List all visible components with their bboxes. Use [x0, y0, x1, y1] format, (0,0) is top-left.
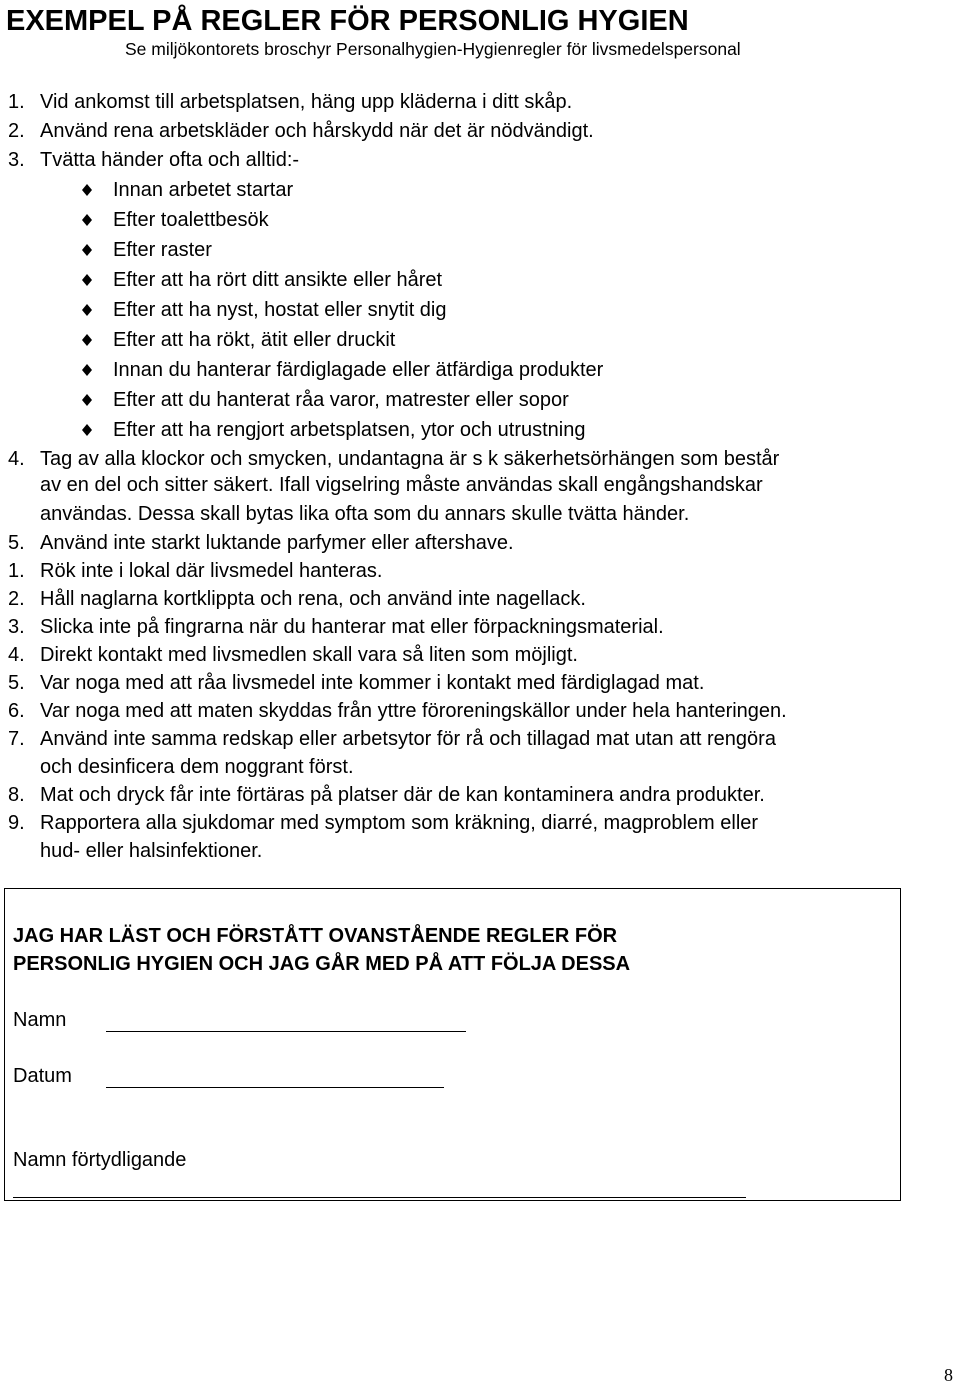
bullet-item — [0, 266, 960, 294]
rule-item — [0, 557, 960, 585]
rule-text: Använd rena arbetskläder och hårskydd när det är nödvändigt. — [40, 120, 594, 142]
name-signature-line[interactable] — [106, 1031, 466, 1032]
diamond-bullet-icon — [81, 334, 93, 346]
rule-number: 5. — [8, 672, 25, 694]
diamond-bullet-icon — [81, 274, 93, 286]
rule-item — [0, 781, 960, 809]
rule-text: av en del och sitter säkert. Ifall vigselring måste användas skall engångshandskar — [40, 474, 763, 496]
rule-number: 1. — [8, 91, 25, 113]
bullet-item — [0, 326, 960, 354]
rule-text: Använd inte samma redskap eller arbetsytor för rå och tillagad mat utan att rengöra — [40, 728, 776, 750]
rule-text: Var noga med att maten skyddas från yttre föroreningskällor under hela hanteringen. — [40, 700, 787, 722]
bullet-text: Efter att ha rengjort arbetsplatsen, ytor och utrustning — [113, 419, 586, 441]
rule-number: 2. — [8, 120, 25, 142]
rule-text: hud- eller halsinfektioner. — [40, 840, 263, 862]
rule-item — [0, 753, 960, 781]
rule-number: 4. — [8, 448, 25, 470]
rule-number: 6. — [8, 700, 25, 722]
bullet-item — [0, 296, 960, 324]
bullet-text: Efter att du hanterat råa varor, matrester eller sopor — [113, 389, 569, 411]
rule-item — [0, 613, 960, 641]
rule-number: 7. — [8, 728, 25, 750]
page-number: 8 — [944, 1365, 953, 1385]
rule-number: 5. — [8, 532, 25, 554]
name-label: Namn — [13, 1009, 67, 1031]
rule-item — [0, 669, 960, 697]
rule-text: Direkt kontakt med livsmedlen skall vara så liten som möjligt. — [40, 644, 578, 666]
date-label: Datum — [13, 1065, 72, 1087]
rule-item — [0, 725, 960, 753]
rule-item — [0, 529, 960, 557]
name-clarification-label: Namn förtydligande — [13, 1149, 187, 1171]
rule-item — [0, 445, 960, 473]
rule-text: Rapportera alla sjukdomar med symptom som kräkning, diarré, magproblem eller — [40, 812, 759, 834]
rule-item — [0, 641, 960, 669]
bullet-text: Efter toalettbesök — [113, 209, 269, 231]
rule-number: 1. — [8, 560, 25, 582]
rule-text: Var noga med att råa livsmedel inte kommer i kontakt med färdiglagad mat. — [40, 672, 705, 694]
rule-text: Mat och dryck får inte förtäras på platser där de kan kontaminera andra produkter. — [40, 784, 765, 806]
name-clarification-line[interactable] — [13, 1197, 746, 1198]
bullet-text: Innan arbetet startar — [113, 179, 294, 201]
rule-number: 8. — [8, 784, 25, 806]
diamond-bullet-icon — [81, 424, 93, 436]
bullet-text: Efter att ha rört ditt ansikte eller håret — [113, 269, 443, 291]
declaration-line-2: PERSONLIG HYGIEN OCH JAG GÅR MED PÅ ATT FÖLJA DESSA — [13, 953, 631, 975]
diamond-bullet-icon — [81, 364, 93, 376]
bullet-text: Efter att ha rökt, ätit eller druckit — [113, 329, 396, 351]
page-title: EXEMPEL PÅ REGLER FÖR PERSONLIG HYGIEN — [6, 5, 689, 37]
declaration-box — [4, 888, 901, 1201]
diamond-bullet-icon — [81, 184, 93, 196]
rule-text: och desinficera dem noggrant först. — [40, 756, 354, 778]
bullet-item — [0, 356, 960, 384]
rule-text: Använd inte starkt luktande parfymer eller aftershave. — [40, 532, 514, 554]
diamond-bullet-icon — [81, 394, 93, 406]
rule-text: Vid ankomst till arbetsplatsen, häng upp kläderna i ditt skåp. — [40, 91, 573, 113]
bullet-text: Efter att ha nyst, hostat eller snytit dig — [113, 299, 447, 321]
date-signature-line[interactable] — [106, 1087, 444, 1088]
declaration-line-1: JAG HAR LÄST OCH FÖRSTÅTT OVANSTÅENDE REGLER FÖR — [13, 925, 618, 947]
rule-item — [0, 500, 960, 528]
rule-number: 4. — [8, 644, 25, 666]
rule-text: användas. Dessa skall bytas lika ofta som du annars skulle tvätta händer. — [40, 503, 690, 525]
diamond-bullet-icon — [81, 214, 93, 226]
bullet-item — [0, 206, 960, 234]
rule-item — [0, 697, 960, 725]
page-subtitle: Se miljökontorets broschyr Personalhygien-Hygienregler för livsmedelspersonal — [125, 39, 741, 59]
bullet-item — [0, 386, 960, 414]
rule-item — [0, 837, 960, 865]
diamond-bullet-icon — [81, 304, 93, 316]
bullet-item — [0, 236, 960, 264]
rule-number: 9. — [8, 812, 25, 834]
bullet-item — [0, 416, 960, 444]
rule-item — [0, 117, 960, 145]
rule-text: Rök inte i lokal där livsmedel hanteras. — [40, 560, 383, 582]
rule-text: Håll naglarna kortklippta och rena, och använd inte nagellack. — [40, 588, 586, 610]
rule-number: 2. — [8, 588, 25, 610]
rule-item — [0, 585, 960, 613]
rule-item — [0, 146, 960, 174]
rule-text: Slicka inte på fingrarna när du hanterar mat eller förpackningsmaterial. — [40, 616, 664, 638]
rule-item — [0, 471, 960, 499]
rule-item — [0, 88, 960, 116]
bullet-item — [0, 176, 960, 204]
rule-text: Tag av alla klockor och smycken, undantagna är s k säkerhetsörhängen som består — [40, 448, 780, 470]
rule-number: 3. — [8, 616, 25, 638]
diamond-bullet-icon — [81, 244, 93, 256]
bullet-text: Efter raster — [113, 239, 212, 261]
rule-item — [0, 809, 960, 837]
rule-number: 3. — [8, 149, 25, 171]
bullet-text: Innan du hanterar färdiglagade eller ätfärdiga produkter — [113, 359, 604, 381]
rule-text: Tvätta händer ofta och alltid:- — [40, 149, 300, 171]
